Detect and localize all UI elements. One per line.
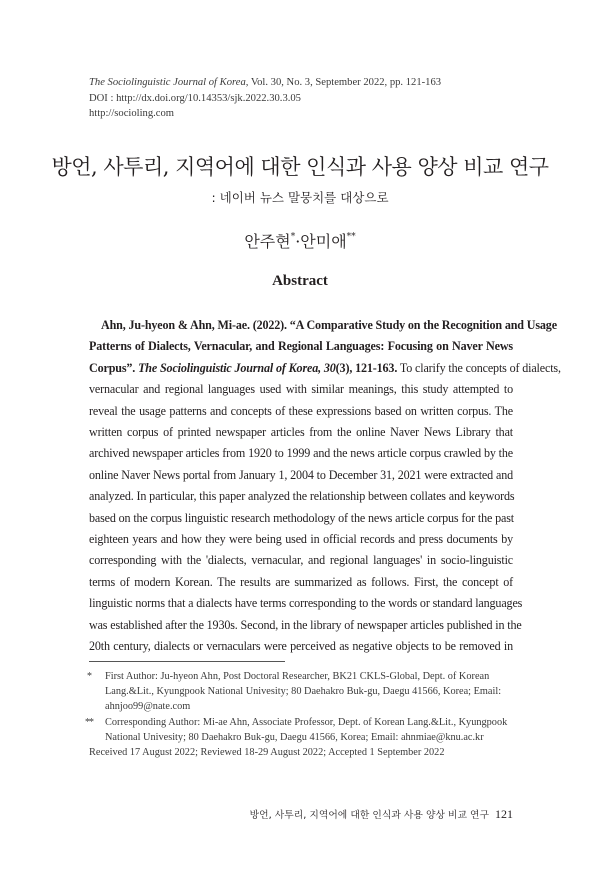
abstract-line: was established after the 1930s. Second, in the library of newspaper articles published in the [89,617,522,632]
citation-journal-italic: The Sociolinguistic Journal of Korea, 30 [138,360,336,375]
author-separator: · [295,232,301,251]
author-1: 안주현 [244,232,291,251]
citation-bold-2: Patterns of Dialects, Vernacular, and Regional Languages: Focusing on Naver News [89,339,513,354]
abstract-line: based on the corpus linguistic research methodology of the news article corpus for the past [89,510,514,525]
footnote-mark: * [87,671,92,682]
footnotes [85,669,529,760]
footnote-email[interactable]: ahnjoo99@nate.com [105,701,191,713]
abstract-line: online Naver News portal from January 1, 2004 to December 31, 2021 were extracted and [89,467,513,482]
footnote-divider [89,661,285,662]
journal-url[interactable]: http://socioling.com [89,108,175,119]
received-dates: Received 17 August 2022; Reviewed 18-29 August 2022; Accepted 1 September 2022 [89,747,445,759]
author-2-mark: ** [346,232,356,242]
paper-title: 방언, 사투리, 지역어에 대한 인식과 사용 양상 비교 연구 [51,155,549,179]
footnote-line: Lang.&Lit., Kyungpook National Univesity; 80 Daehakro Buk-gu, Daegu 41566, Korea; Email: [105,686,502,698]
abstract-line-3-rest: To clarify the concepts of dialects, [397,360,561,375]
footnote-line: First Author: Ju-hyeon Ahn, Post Doctoral Researcher, BK21 CKLS-Global, Dept. of Korean [105,671,490,682]
citation-bold-3a: Corpus”. [89,360,139,375]
abstract-line: corresponding with the 'dialects, vernacular, and regional languages' in socio-linguistic [89,553,513,568]
journal-volume: Vol. 30, No. 3, September 2022, pp. 121-163 [248,77,442,88]
footnote-mark: ** [85,716,93,728]
footnote-line: Corresponding Author: Mi-ae Ahn, Associate Professor, Dept. of Korean Lang.&Lit., Kyungpook [105,716,508,728]
journal-citation-line [89,75,529,91]
running-footer [250,807,513,822]
abstract-citation-line-2 [89,336,513,357]
abstract-line: terms of modern Korean. The results are summarized as follows. First, the concept of [89,574,513,589]
running-title: 방언, 사투리, 지역어에 대한 인식과 사용 양상 비교 연구 [249,810,489,821]
abstract-citation-line-3 [89,358,561,379]
doi-line[interactable]: DOI : http://dx.doi.org/10.14353/sjk.2022.30.3.05 [89,92,301,104]
footnote-first-author [89,669,529,715]
citation-bold-1: Ahn, Ju-hyeon & Ahn, Mi-ae. (2022). “A Comparative Study on the Recognition and Usage [101,318,557,332]
abstract-line: eighteen years and how they were being used in official records and press documents by [89,532,513,547]
page-number: 121 [495,807,513,821]
journal-name: The Sociolinguistic Journal of Korea, [89,77,249,88]
footnote-corresponding-author [85,715,529,745]
author-1-mark: * [290,232,296,242]
citation-bold-3c: (3), 121-163. [335,360,398,375]
abstract-line: written corpus of printed newspaper articles from the online Naver News Library that [89,425,513,440]
abstract-citation-line-1 [89,315,557,336]
abstract-line: analyzed. In particular, this paper analyzed the relationship between collates and keywords [89,489,515,504]
author-2: 안미애 [300,232,347,251]
abstract-line: reveal the usage patterns and concepts of these expressions based on written corpus. The [89,403,513,418]
abstract-line: 20th century, dialects or vernaculars were perceived as negative objects to be removed in [89,639,513,654]
paper-subtitle: : 네이버 뉴스 말뭉치를 대상으로 [211,190,389,205]
abstract-line: archived newspaper articles from 1920 to 1999 and the news article corpus crawled by the [89,446,513,461]
abstract-body [89,315,561,658]
author-line [0,229,600,252]
footnote-line: National Univesity; 80 Daehakro Buk-gu, Daegu 41566, Korea; Email: ahnmiae@knu.ac.kr [105,731,484,743]
abstract-line: linguistic norms that a dialects have terms corresponding to the words or standard languages [89,596,523,611]
journal-info [89,75,529,122]
abstract-line: vernacular and regional languages used with similar meanings, this study attempted to [89,382,513,397]
abstract-heading: Abstract [272,273,328,289]
